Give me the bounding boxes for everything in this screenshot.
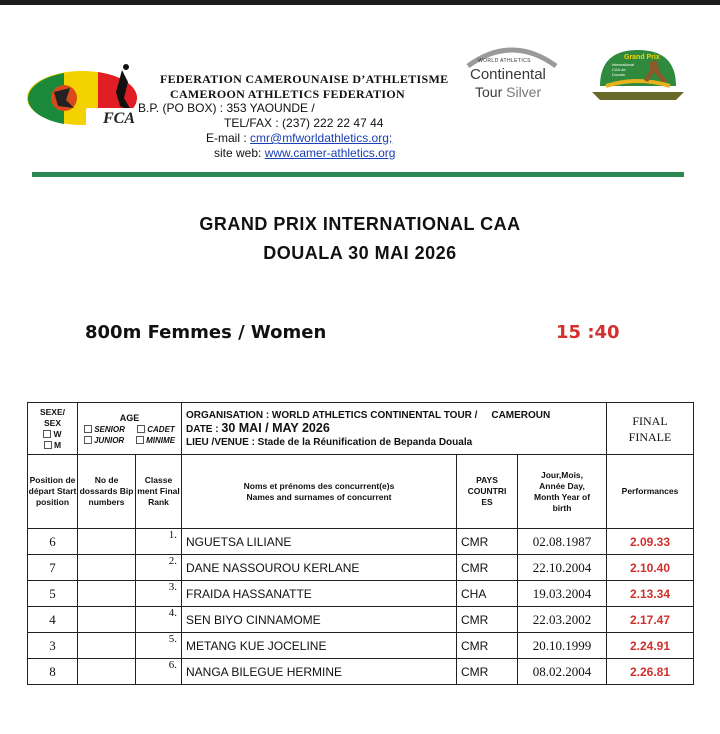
organisation-cell — [182, 403, 607, 455]
checkbox-icon — [43, 430, 51, 438]
athlete-name-cell: NGUETSA LILIANE — [182, 529, 457, 555]
email-label: E-mail : — [206, 131, 247, 145]
country-cell: CMR — [457, 607, 518, 633]
rank-cell: 3. — [136, 581, 182, 607]
event-name: 800m Femmes / Women — [85, 322, 327, 343]
start-position-cell: 8 — [28, 659, 78, 685]
age-label: AGE — [119, 412, 140, 423]
event-time: 15 :40 — [556, 322, 620, 343]
table-row — [28, 529, 694, 555]
checkbox-icon — [84, 425, 92, 433]
table-row — [28, 633, 694, 659]
website-link[interactable]: www.camer-athletics.org — [264, 146, 396, 160]
athlete-name-cell: DANE NASSOUROU KERLANE — [182, 555, 457, 581]
performance-cell: 2.13.34 — [607, 581, 694, 607]
bib-cell — [78, 555, 136, 581]
table-row — [28, 607, 694, 633]
age-minime-option: MINIME — [136, 436, 175, 445]
col-perf-header: Performances — [607, 455, 694, 529]
website-line — [214, 146, 458, 161]
fca-logo-text: FCA — [102, 110, 136, 127]
start-position-cell: 5 — [28, 581, 78, 607]
meeting-title: GRAND PRIX INTERNATIONAL CAA — [199, 214, 521, 234]
results-table — [27, 402, 694, 685]
federation-names — [160, 72, 460, 102]
start-position-cell: 3 — [28, 633, 78, 659]
sex-w-option: W — [28, 429, 77, 440]
country-cell: CMR — [457, 555, 518, 581]
checkbox-icon — [137, 425, 145, 433]
performance-cell: 2.24.91 — [607, 633, 694, 659]
start-position-cell: 4 — [28, 607, 78, 633]
birth-date-cell: 22.03.2002 — [518, 607, 607, 633]
rank-cell: 1. — [136, 529, 182, 555]
start-position-cell: 6 — [28, 529, 78, 555]
tel-fax: TEL/FAX : (237) 222 22 47 44 — [224, 116, 384, 130]
col-bib-header: No de dossards Bip numbers — [78, 455, 136, 529]
header-divider — [32, 172, 684, 177]
sex-label: SEXE/ SEX — [39, 406, 66, 428]
performance-cell: 2.10.40 — [607, 555, 694, 581]
country-cell: CHA — [457, 581, 518, 607]
country-cell: CMR — [457, 633, 518, 659]
birth-date-cell: 02.08.1987 — [518, 529, 607, 555]
age-cell — [78, 403, 182, 455]
birth-date-cell: 22.10.2004 — [518, 555, 607, 581]
gp-logo-line3: CAA de — [612, 67, 626, 72]
rank-cell: 6. — [136, 659, 182, 685]
birth-date-cell: 08.02.2004 — [518, 659, 607, 685]
table-row — [28, 659, 694, 685]
col-rank-header: Classe ment Final Rank — [136, 455, 182, 529]
contact-block — [138, 101, 458, 161]
bib-cell — [78, 581, 136, 607]
bib-cell — [78, 529, 136, 555]
wa-tour-line — [475, 84, 541, 100]
website-label: site web: — [214, 146, 262, 160]
finale-label: FINALE — [628, 429, 672, 444]
age-junior-option: JUNIOR — [84, 436, 124, 445]
athlete-name-cell: METANG KUE JOCELINE — [182, 633, 457, 659]
age-cadet-option: CADET — [137, 425, 175, 434]
bib-cell — [78, 607, 136, 633]
birth-date-cell: 20.10.1999 — [518, 633, 607, 659]
athlete-name-cell: SEN BIYO CINNAMOME — [182, 607, 457, 633]
bib-cell — [78, 633, 136, 659]
column-header-row — [28, 455, 694, 529]
rank-cell: 2. — [136, 555, 182, 581]
birth-date-cell: 19.03.2004 — [518, 581, 607, 607]
email-link[interactable]: cmr@mfworldathletics.org; — [250, 131, 393, 145]
checkbox-icon — [84, 436, 92, 444]
start-position-cell: 7 — [28, 555, 78, 581]
athlete-name-cell: NANGA BILEGUE HERMINE — [182, 659, 457, 685]
athlete-name-cell: FRAIDA HASSANATTE — [182, 581, 457, 607]
federation-name-fr: FEDERATION CAMEROUNAISE D’ATHLETISME — [160, 72, 449, 86]
fca-logo — [24, 62, 156, 132]
venue-line: LIEU /VENUE : Stade de la Réunification de Bepanda Douala — [186, 436, 473, 448]
age-senior-option: SENIOR — [84, 425, 125, 434]
email-line — [206, 131, 458, 146]
date-line: DATE : 30 MAI / MAY 2026 — [186, 420, 330, 435]
table-row — [28, 555, 694, 581]
wa-tour-text: Tour — [475, 84, 503, 100]
date-value: 30 MAI / MAY 2026 — [221, 420, 330, 435]
rank-cell: 4. — [136, 607, 182, 633]
col-names-header — [182, 455, 457, 529]
meeting-date-title: DOUALA 30 MAI 2026 — [263, 243, 457, 263]
performance-cell: 2.17.47 — [607, 607, 694, 633]
final-cell — [607, 403, 694, 455]
final-label: FINAL — [632, 413, 668, 428]
col-country-header: PAYS COUNTRI ES — [457, 455, 518, 529]
rank-cell: 5. — [136, 633, 182, 659]
po-box: B.P. (PO BOX) : 353 YAOUNDE / — [138, 101, 315, 115]
col-position-header: Position de départ Start position — [28, 455, 78, 529]
gp-logo-line4: Douala — [612, 72, 625, 77]
federation-name-en: CAMEROON ATHLETICS FEDERATION — [170, 87, 405, 101]
performance-cell: 2.09.33 — [607, 529, 694, 555]
wa-silver-text: Silver — [506, 84, 542, 100]
table-row — [28, 581, 694, 607]
grand-prix-logo — [590, 46, 686, 106]
table-meta-row — [28, 403, 694, 455]
sex-m-option: M — [28, 440, 77, 451]
checkbox-icon — [44, 441, 52, 449]
col-names-fr: Noms et prénoms des concurrent(e)s — [243, 480, 395, 491]
gp-logo-line1: Grand Prix — [624, 54, 660, 61]
col-dob-header: Jour,Mois, Année Day, Month Year of birth — [518, 455, 607, 529]
country-cell: CMR — [457, 529, 518, 555]
col-names-en: Names and surnames of concurrent — [246, 491, 392, 502]
wa-continental-text: Continental — [470, 66, 546, 83]
performance-cell: 2.26.81 — [607, 659, 694, 685]
gp-logo-line2: International — [612, 62, 635, 67]
organisation-text: ORGANISATION : WORLD ATHLETICS CONTINENTAL TOUR / CAMEROUN — [186, 409, 551, 421]
wa-small-text: WORLD ATHLETICS — [478, 58, 531, 64]
sex-cell — [28, 403, 78, 455]
checkbox-icon — [136, 436, 144, 444]
country-cell: CMR — [457, 659, 518, 685]
top-bar — [0, 0, 720, 5]
bib-cell — [78, 659, 136, 685]
